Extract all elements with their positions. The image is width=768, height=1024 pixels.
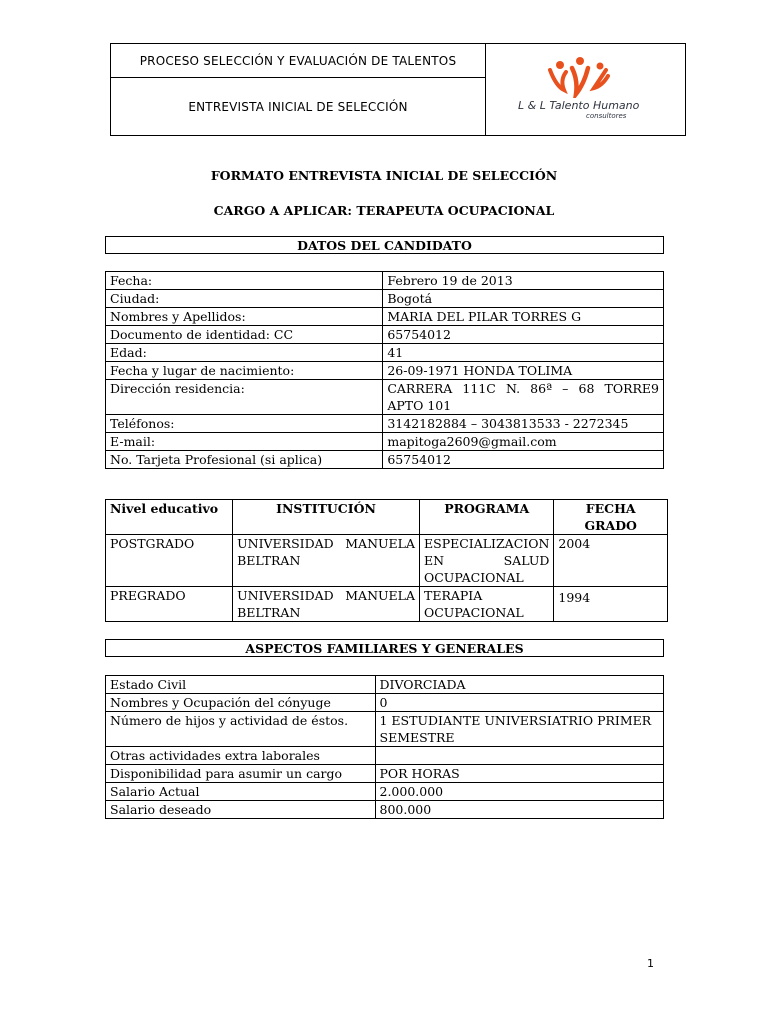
candidate-value-birth: 26-09-1971 HONDA TOLIMA — [383, 362, 664, 380]
table-row — [106, 308, 664, 326]
candidate-value-name: MARIA DEL PILAR TORRES G — [383, 308, 664, 326]
edu-institution-line1: UNIVERSIDAD MANUELA — [237, 536, 415, 551]
logo-subtitle: consultores — [586, 112, 627, 120]
candidate-value-license: 65754012 — [383, 451, 664, 469]
edu-institution — [233, 535, 420, 587]
family-label-desired-salary: Salario deseado — [106, 801, 376, 819]
address-line-1: CARRERA 111C N. 86ª – 68 TORRE9 — [387, 381, 659, 396]
family-label-current-salary: Salario Actual — [106, 783, 376, 801]
edu-program-line1: TERAPIA — [424, 588, 483, 603]
candidate-label-birth: Fecha y lugar de nacimiento: — [106, 362, 383, 380]
edu-program — [420, 535, 554, 587]
table-row — [106, 380, 664, 415]
position-title: CARGO A APLICAR: TERAPEUTA OCUPACIONAL — [213, 203, 555, 218]
edu-institution-line1: UNIVERSIDAD MANUELA — [237, 588, 415, 603]
family-label-civil: Estado Civil — [106, 676, 376, 694]
candidate-value-age: 41 — [383, 344, 664, 362]
header-date — [554, 500, 668, 535]
family-label-children: Número de hijos y actividad de éstos. — [106, 712, 376, 747]
family-value-desired-salary: 800.000 — [375, 801, 664, 819]
candidate-label-email: E-mail: — [106, 433, 383, 451]
edu-date-value: 1994 — [558, 590, 591, 605]
edu-institution-line2: BELTRAN — [237, 553, 301, 568]
candidate-value-id: 65754012 — [383, 326, 664, 344]
family-value-availability: POR HORAS — [375, 765, 664, 783]
table-row — [106, 783, 664, 801]
family-table — [105, 675, 664, 819]
candidate-value-date: Febrero 19 de 2013 — [383, 272, 664, 290]
candidate-label-age: Edad: — [106, 344, 383, 362]
edu-program-line2: EN SALUD — [424, 553, 550, 568]
document-header — [110, 43, 686, 136]
edu-program-line1: ESPECIALIZACION — [424, 536, 550, 551]
format-title: FORMATO ENTREVISTA INICIAL DE SELECCIÓN — [210, 168, 558, 183]
header-institution: INSTITUCIÓN — [233, 500, 420, 535]
interview-title: ENTREVISTA INICIAL DE SELECCIÓN — [188, 99, 408, 114]
family-value-civil: DIVORCIADA — [375, 676, 664, 694]
family-label-availability: Disponibilidad para asumir un cargo — [106, 765, 376, 783]
header-level: Nivel educativo — [106, 500, 233, 535]
table-row — [106, 290, 664, 308]
candidate-section-title: DATOS DEL CANDIDATO — [105, 236, 664, 254]
family-value-children — [375, 712, 664, 747]
candidate-table — [105, 271, 664, 469]
table-row — [106, 694, 664, 712]
candidate-value-email: mapitoga2609@gmail.com — [383, 433, 664, 451]
edu-institution — [233, 587, 420, 622]
table-row — [106, 676, 664, 694]
edu-date: 2004 — [554, 535, 668, 587]
logo-company-name: L & L Talento Humano — [518, 99, 640, 112]
candidate-value-phones: 3142182884 – 3043813533 - 2272345 — [383, 415, 664, 433]
candidate-label-date: Fecha: — [106, 272, 383, 290]
family-value-spouse: 0 — [375, 694, 664, 712]
people-logo-icon — [542, 56, 622, 98]
edu-level: POSTGRADO — [106, 535, 233, 587]
company-logo — [486, 44, 685, 135]
family-label-spouse: Nombres y Ocupación del cónyuge — [106, 694, 376, 712]
address-line-2: APTO 101 — [387, 398, 452, 413]
table-row — [106, 451, 664, 469]
table-row — [106, 344, 664, 362]
edu-program-line2: OCUPACIONAL — [424, 605, 524, 620]
header-date-line2: GRADO — [584, 518, 637, 533]
process-title: PROCESO SELECCIÓN Y EVALUACIÓN DE TALENTOS — [111, 44, 485, 78]
table-row — [106, 415, 664, 433]
edu-program — [420, 587, 554, 622]
header-titles — [111, 44, 486, 135]
table-row — [106, 535, 668, 587]
education-table — [105, 499, 668, 622]
table-row — [106, 272, 664, 290]
family-value-activities — [375, 747, 664, 765]
edu-date — [554, 587, 668, 622]
header-program: PROGRAMA — [420, 500, 554, 535]
family-label-activities: Otras actividades extra laborales — [106, 747, 376, 765]
table-row — [106, 362, 664, 380]
edu-program-line3: OCUPACIONAL — [424, 570, 524, 585]
table-row — [106, 433, 664, 451]
candidate-label-phones: Teléfonos: — [106, 415, 383, 433]
candidate-label-name: Nombres y Apellidos: — [106, 308, 383, 326]
table-row — [106, 765, 664, 783]
family-section-title: ASPECTOS FAMILIARES Y GENERALES — [105, 639, 664, 657]
children-line-1: 1 ESTUDIANTE UNIVERSIATRIO PRIMER — [379, 713, 652, 728]
candidate-value-address — [383, 380, 664, 415]
table-row — [106, 326, 664, 344]
table-row — [106, 747, 664, 765]
table-row — [106, 801, 664, 819]
candidate-label-id: Documento de identidad: CC — [106, 326, 383, 344]
table-row — [106, 587, 668, 622]
table-header-row — [106, 500, 668, 535]
family-value-current-salary: 2.000.000 — [375, 783, 664, 801]
candidate-value-city: Bogotá — [383, 290, 664, 308]
header-date-line1: FECHA — [585, 501, 636, 516]
candidate-label-city: Ciudad: — [106, 290, 383, 308]
edu-level: PREGRADO — [106, 587, 233, 622]
children-line-2: SEMESTRE — [379, 730, 455, 745]
edu-institution-line2: BELTRAN — [237, 605, 301, 620]
page-number: 1 — [647, 957, 654, 970]
candidate-label-license: No. Tarjeta Profesional (si aplica) — [106, 451, 383, 469]
table-row — [106, 712, 664, 747]
candidate-label-address: Dirección residencia: — [106, 380, 383, 415]
